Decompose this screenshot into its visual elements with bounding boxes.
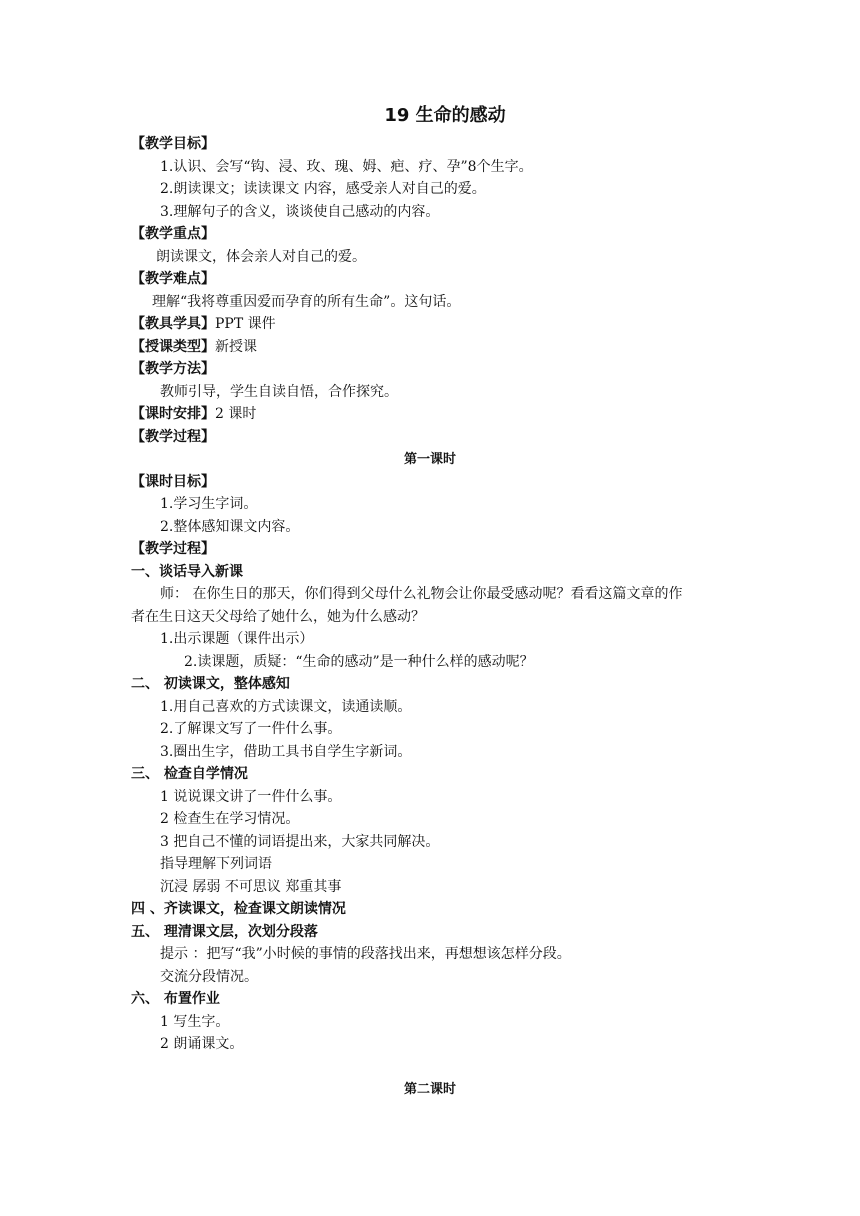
process-heading: 【教学过程】 bbox=[131, 429, 215, 445]
goal-item: 1.认识、会写“钩、浸、玫、瑰、姆、疤、疗、孕”8个生字。 bbox=[160, 159, 533, 175]
vocab-guide: 指导理解下列词语 bbox=[160, 856, 272, 872]
lesson1-title: 第一课时 bbox=[403, 452, 456, 467]
page-title: 19 生命的感动 bbox=[384, 105, 506, 126]
schedule-heading: 【课时安排】 bbox=[131, 406, 215, 422]
list-item: 1.用自己喜欢的方式读课文，读通读顺。 bbox=[160, 699, 412, 715]
goal-item: 2.朗读课文；读读课文 内容，感受亲人对自己的爱。 bbox=[160, 181, 486, 197]
teacher-line: 者在生日这天父母给了她什么，她为什么感动？ bbox=[131, 609, 425, 625]
difficulties-heading: 【教学难点】 bbox=[131, 271, 215, 287]
methods-heading: 【教学方法】 bbox=[131, 361, 215, 377]
schedule-row bbox=[131, 404, 256, 424]
lesson-type-text: 新授课 bbox=[215, 339, 257, 355]
section-heading: 六、 布置作业 bbox=[131, 991, 220, 1007]
list-item: 1 写生字。 bbox=[160, 1014, 230, 1030]
list-item: 2 朗诵课文。 bbox=[160, 1036, 244, 1052]
exchange-text: 交流分段情况。 bbox=[160, 969, 258, 985]
lesson-type-row bbox=[131, 337, 257, 357]
vocab-words: 沉浸 孱弱 不可思议 郑重其事 bbox=[160, 879, 342, 895]
schedule-text: 2 课时 bbox=[215, 406, 257, 422]
key-points-heading: 【教学重点】 bbox=[131, 226, 215, 242]
list-item: 3 把自己不懂的词语提出来，大家共同解决。 bbox=[160, 834, 440, 850]
list-item: 2.读课题，质疑：“生命的感动”是一种什么样的感动呢？ bbox=[184, 654, 534, 670]
lesson1-goals-heading: 【课时目标】 bbox=[131, 474, 215, 490]
methods-text: 教师引导，学生自读自悟，合作探究。 bbox=[160, 384, 398, 400]
list-item: 1.出示课题（课件出示） bbox=[160, 631, 314, 647]
goal-item: 3.理解句子的含义，谈谈使自己感动的内容。 bbox=[160, 204, 440, 220]
tools-text: PPT 课件 bbox=[215, 316, 276, 332]
teacher-line: 师： 在你生日的那天，你们得到父母什么礼物会让你最受感动呢？看看这篇文章的作 bbox=[160, 586, 683, 602]
lesson1-goal-item: 2.整体感知课文内容。 bbox=[160, 519, 300, 535]
list-item: 2 检查生在学习情况。 bbox=[160, 811, 300, 827]
section-heading: 二、 初读课文，整体感知 bbox=[131, 676, 290, 692]
key-points-text: 朗读课文，体会亲人对自己的爱。 bbox=[156, 249, 366, 265]
lesson-type-heading: 【授课类型】 bbox=[131, 339, 215, 355]
section-heading: 四 、齐读课文，检查课文朗读情况 bbox=[131, 901, 346, 917]
list-item: 3.圈出生字，借助工具书自学生字新词。 bbox=[160, 744, 412, 760]
difficulties-text: 理解“我将尊重因爱而孕育的所有生命”。这句话。 bbox=[152, 294, 461, 310]
list-item: 2.了解课文写了一件什么事。 bbox=[160, 721, 342, 737]
tools-row bbox=[131, 314, 276, 334]
section-heading: 一、谈话导入新课 bbox=[131, 564, 243, 580]
lesson1-process-heading: 【教学过程】 bbox=[131, 541, 215, 557]
hint-text: 提示 ：把写“我”小时候的事情的段落找出来，再想想该怎样分段。 bbox=[160, 946, 571, 962]
list-item: 1 说说课文讲了一件什么事。 bbox=[160, 789, 342, 805]
goals-heading: 【教学目标】 bbox=[131, 136, 215, 152]
section-heading: 三、 检查自学情况 bbox=[131, 766, 248, 782]
section-heading: 五、 理清课文层，次划分段落 bbox=[131, 924, 318, 940]
lesson1-goal-item: 1.学习生字词。 bbox=[160, 496, 258, 512]
lesson2-title: 第二课时 bbox=[403, 1082, 456, 1097]
tools-heading: 【教具学具】 bbox=[131, 316, 215, 332]
